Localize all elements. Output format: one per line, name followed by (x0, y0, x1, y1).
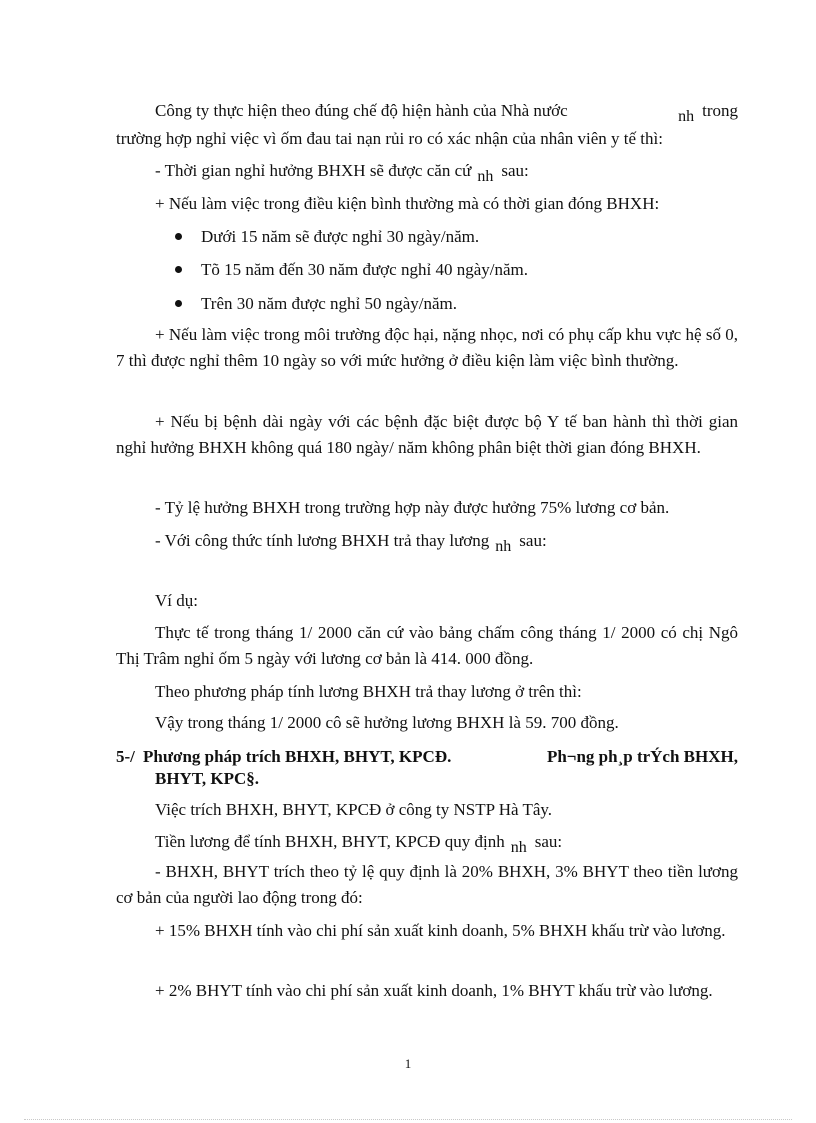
bullet-icon (175, 233, 182, 240)
paragraph-2-percent: + 2% BHYT tính vào chi phí sản xuất kinh doanh, 1% BHYT khấu trừ vào lương. (155, 981, 713, 1000)
paragraph-fact: Thực tế trong tháng 1/ 2000 căn cứ vào bảng chấm công tháng 1/ 2000 có chị Ngô Thị Trâm nghỉ ốm 5 ngày với lương cơ bản là 414. 000 đồng. (116, 623, 738, 668)
intro-line-1-end: trong (702, 101, 738, 120)
example-label: Ví dụ: (155, 591, 198, 610)
result-line: Vậy trong tháng 1/ 2000 cô sẽ hưởng lương BHXH là 59. 700 đồng. (155, 713, 619, 732)
bullet-item: Dưới 15 năm sẽ được nghỉ 30 ngày/năm. (175, 224, 479, 250)
bullet-item: Trên 30 năm được nghỉ 50 ngày/năm. (175, 291, 457, 317)
heading-title: Phương pháp trích BHXH, BHYT, KPCĐ. (143, 747, 452, 766)
rate-line: - Tỷ lệ hưởng BHXH trong trường hợp này được hưởng 75% lương cơ bản. (155, 498, 670, 517)
intro-line-1: Công ty thực hiện theo đúng chế độ hiện hành của Nhà nước (155, 101, 568, 120)
paragraph-15-percent: + 15% BHXH tính vào chi phí sản xuất kinh doanh, 5% BHXH khấu trừ vào lương. (155, 921, 726, 940)
bullet-item: Tõ 15 năm đến 30 năm được nghỉ 40 ngày/năm. (175, 257, 528, 283)
time-line: - Thời gian nghỉ hưởng BHXH sẽ được căn cứ nh sau: (155, 161, 529, 185)
heading-number: 5-/ (116, 747, 135, 766)
section-heading (116, 746, 738, 790)
heading-garbled-2: BHYT, KPC§. (155, 769, 260, 788)
intro-sub: nh (678, 108, 695, 125)
intro-line-2: trường hợp nghỉ việc vì ốm đau tai nạn rủi ro có xác nhận của nhân viên y tế thì: (116, 129, 663, 148)
bullet-icon (175, 266, 182, 273)
heading-garbled-1: Ph¬ng ph¸p trÝch BHXH, (546, 747, 738, 766)
salary-line: Tiền lương để tính BHXH, BHYT, KPCĐ quy định nh sau: (155, 832, 563, 856)
paragraph-ratio: - BHXH, BHYT trích theo tỷ lệ quy định là 20% BHXH, 3% BHYT theo tiền lương cơ bản của người lao động trong đó: (116, 862, 738, 907)
extract-line: Việc trích BHXH, BHYT, KPCĐ ở công ty NSTP Hà Tây. (155, 800, 553, 819)
formula-line: - Với công thức tính lương BHXH trả thay lương nh sau: (155, 531, 547, 555)
page-footer-rule (24, 1119, 792, 1120)
normal-condition-line: + Nếu làm việc trong điều kiện bình thường mà có thời gian đóng BHXH: (155, 194, 660, 213)
paragraph-long-illness: + Nếu bị bệnh dài ngày với các bệnh đặc biệt được bộ Y tế ban hành thì thời gian nghỉ hưởng BHXH không quá 180 ngày/ năm không phân biệt thời gian đóng BHXH. (116, 412, 738, 457)
method-line: Theo phương pháp tính lương BHXH trả thay lương ở trên thì: (155, 682, 582, 701)
paragraph-toxic: + Nếu làm việc trong môi trường độc hại, nặng nhọc, nơi có phụ cấp khu vực hệ số 0, 7 thì được nghỉ thêm 10 ngày so với mức hưởng ở điều kiện làm việc bình thường. (116, 325, 738, 370)
page-number: 1 (404, 1056, 412, 1071)
bullet-icon (175, 300, 182, 307)
